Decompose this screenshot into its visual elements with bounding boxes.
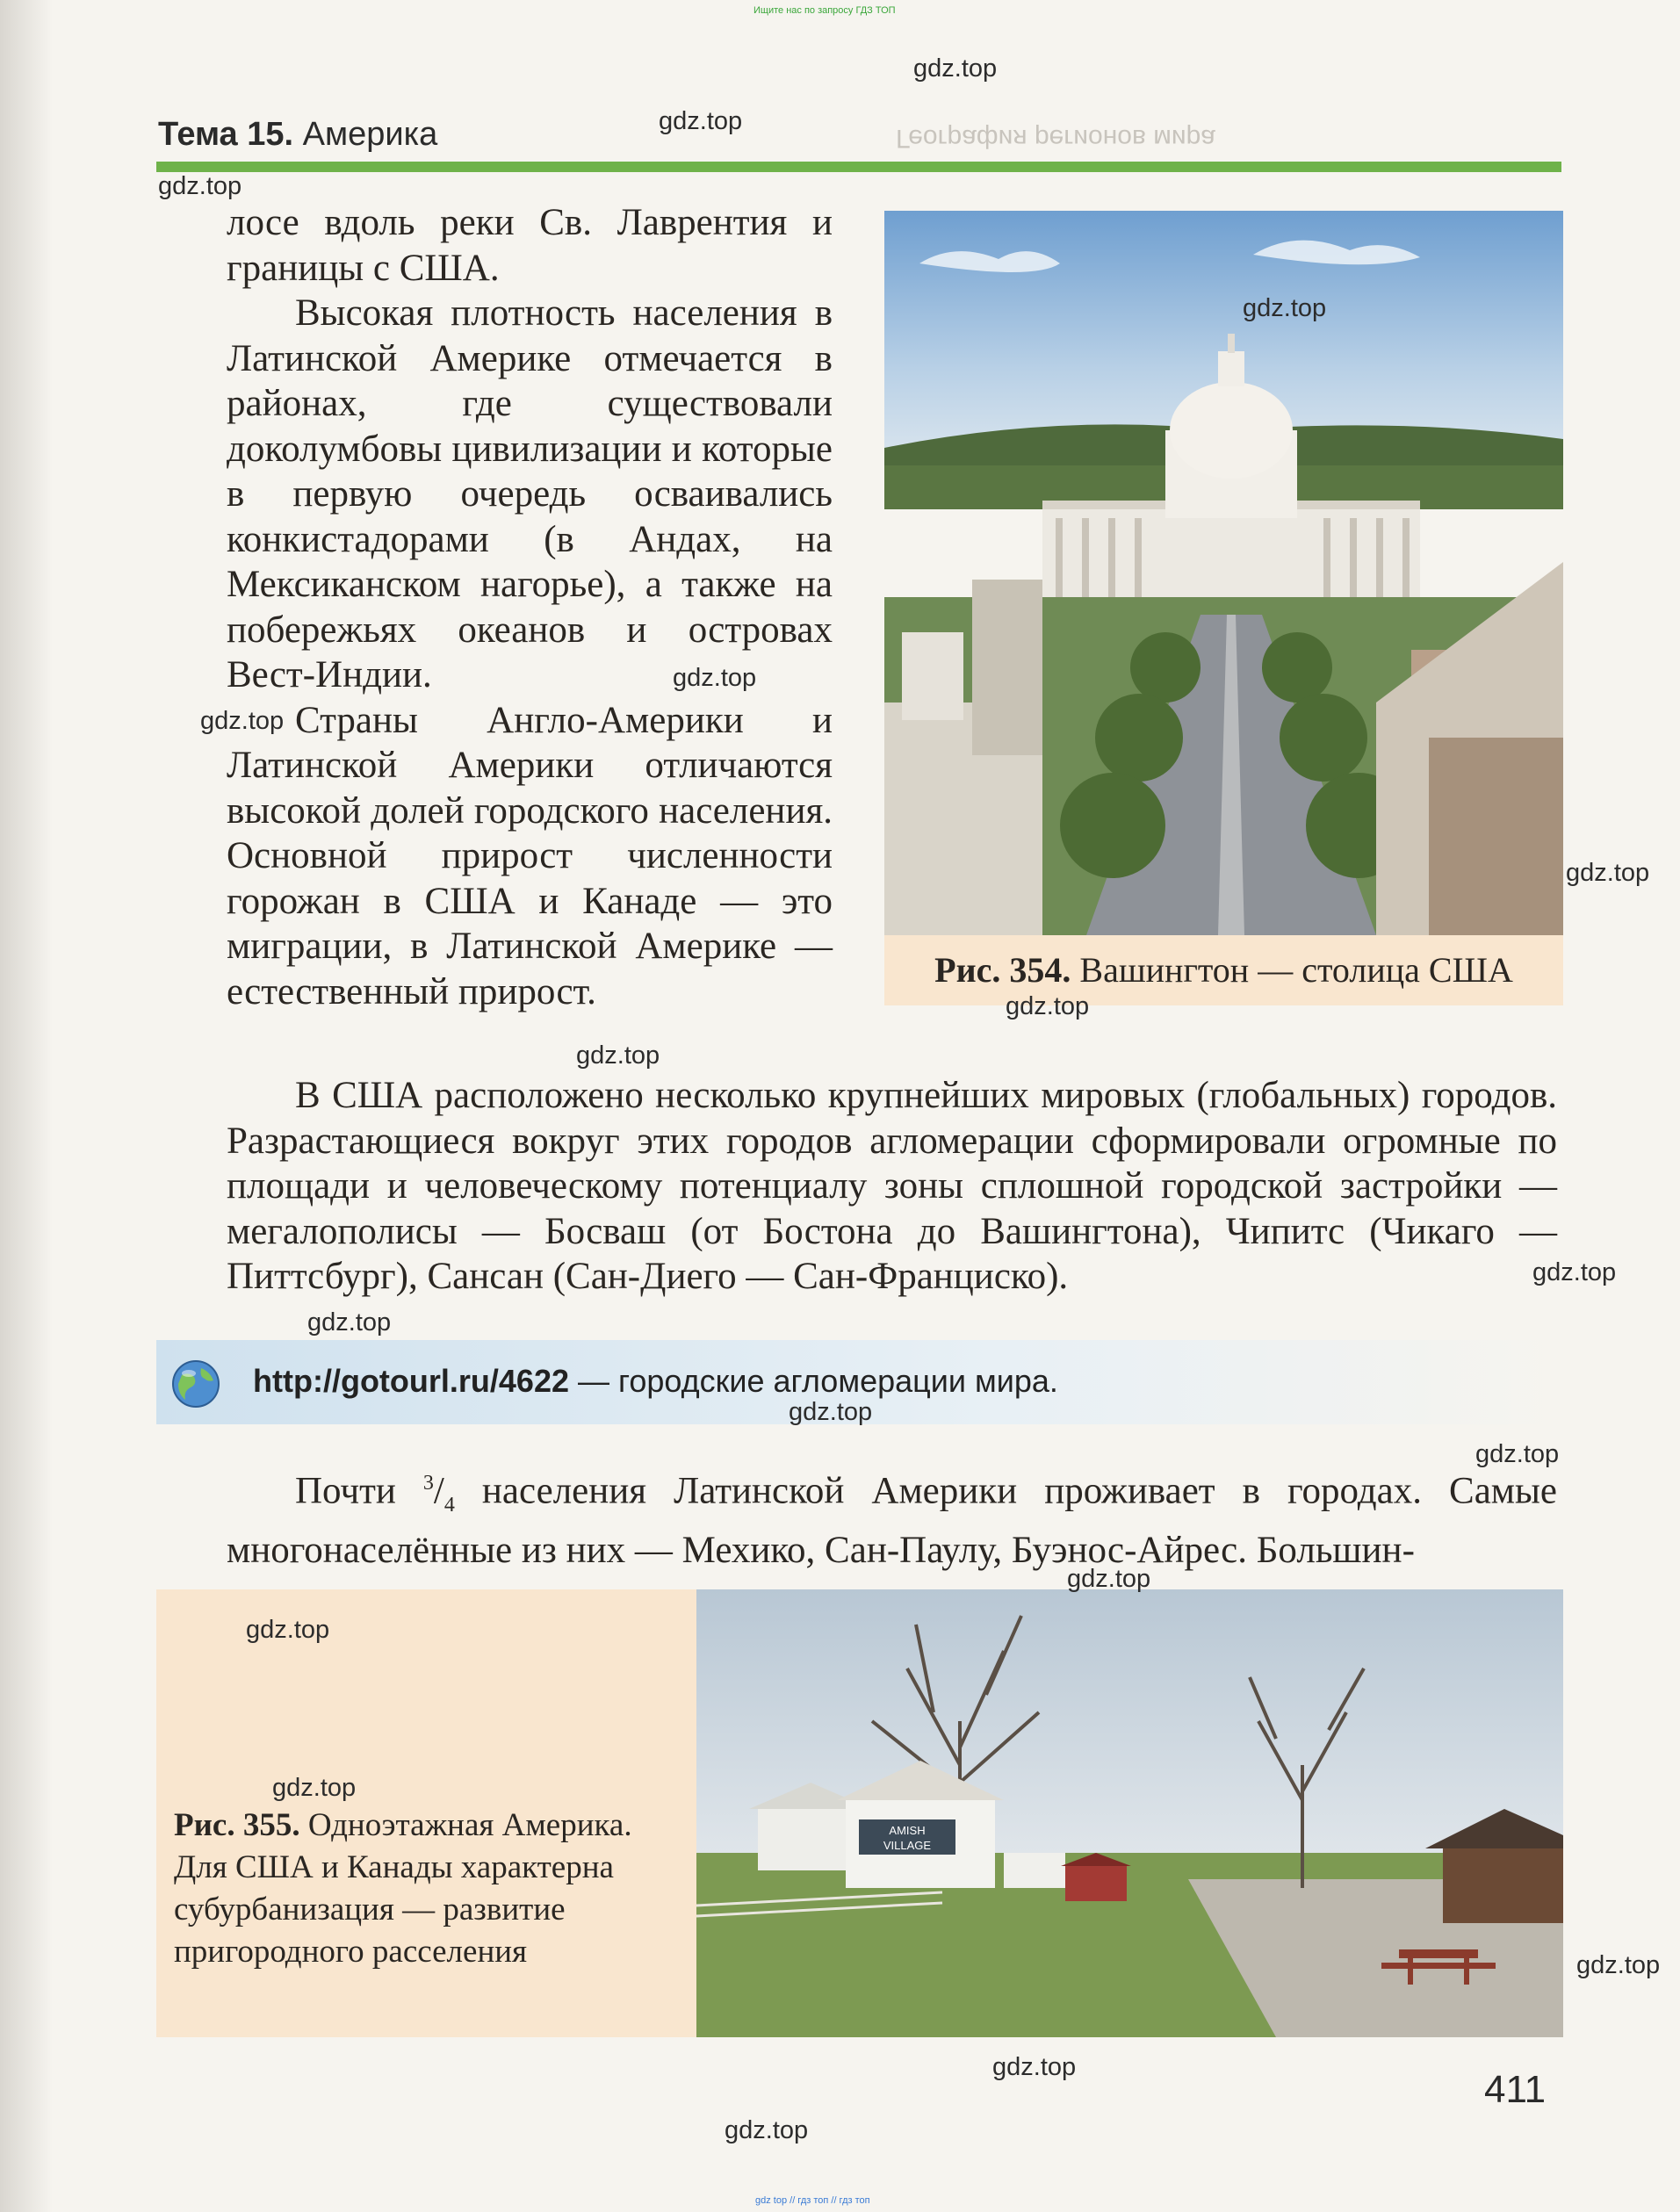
web-link-description: — городские агломерации мира. bbox=[578, 1363, 1058, 1399]
topic-number: Тема 15. bbox=[158, 116, 294, 153]
watermark: gdz.top bbox=[725, 2116, 809, 2144]
fraction-denominator: 4 bbox=[443, 1493, 455, 1517]
figure-354-image bbox=[884, 211, 1563, 935]
watermark: gdz.top bbox=[1006, 992, 1090, 1020]
column-paragraph: лосе вдоль реки Св. Лаврентия и границы с США. bbox=[227, 202, 833, 289]
watermark: gdz.top bbox=[659, 107, 743, 135]
watermark: gdz.top bbox=[789, 1398, 873, 1426]
watermark: gdz.top bbox=[272, 1774, 357, 1802]
topic-name: Америка bbox=[302, 116, 438, 153]
figure-355-image bbox=[696, 1589, 1563, 2037]
watermark: gdz.top bbox=[307, 1308, 392, 1337]
watermark: gdz.top bbox=[1532, 1258, 1617, 1286]
sign-text-1: AMISH bbox=[889, 1824, 926, 1837]
full-width-text bbox=[227, 1073, 1557, 1300]
sign-text-2: VILLAGE bbox=[883, 1839, 932, 1852]
figure-355-caption-text: Одноэтажная Америка. Для США и Канады характерна субурбанизация — развитие пригородного расселения bbox=[174, 1807, 632, 1970]
column-paragraph: Высокая плотность населения в Латинской Америке отмечается в районах, где существовали доколумбовы цивилизации и которые в первую очередь осваивались конкистадорами (в Андах, на Мексиканском нагорье), а также на побережьях океанов и островах Вест-Индии. bbox=[227, 292, 833, 695]
bleed-through-header: География регионов мира bbox=[896, 124, 1215, 153]
web-link-url[interactable]: http://gotourl.ru/4622 bbox=[253, 1363, 569, 1399]
top-banner[interactable]: Ищите нас по запросу ГДЗ ТОП bbox=[753, 5, 896, 16]
watermark: gdz.top bbox=[158, 172, 242, 200]
watermark: gdz.top bbox=[1566, 859, 1650, 887]
watermark: gdz.top bbox=[1576, 1951, 1661, 1979]
watermark: gdz.top bbox=[1475, 1440, 1560, 1468]
header-rule bbox=[156, 162, 1561, 172]
para2-before: Почти bbox=[295, 1470, 396, 1512]
page-number: 411 bbox=[1484, 2068, 1547, 2111]
column-paragraph: Страны Англо-Америки и Латинской Америки отличаются высокой долей городского населения. Основной прирост численности горожан в США и Канаде — это миграции, в Латинской Америке — естественный прирост. bbox=[227, 699, 833, 1012]
fraction-numerator: 3 bbox=[422, 1472, 434, 1495]
megalopolis-paragraph: В США расположено несколько крупнейших мировых (глобальных) городов. Разрастающиеся вокруг этих городов агломерации сформировали огромные по площади и человеческому потенциалу зоны сплошной городской застройки — мегалополисы — Босваш (от Бостона до Вашингтона), Чипитс (Чикаго — Питтсбург), Сансан (Сан-Диего — Сан-Франциско). bbox=[227, 1075, 1557, 1297]
topic-header bbox=[158, 116, 437, 154]
latin-america-paragraph: Почти $^3/_4$ населения Латинской Америки проживает в городах. Самые многонаселённые из них — Мехико, Сан-Паулу, Буэнос-Айрес. Большин- bbox=[227, 1470, 1557, 1572]
page-gutter-shadow bbox=[0, 0, 53, 2212]
watermark: gdz.top bbox=[673, 664, 757, 692]
column-text bbox=[227, 200, 833, 1014]
watermark: gdz.top bbox=[200, 707, 285, 735]
watermark: gdz.top bbox=[1067, 1565, 1151, 1593]
para2-after: населения Латинской Америки проживает в городах. Самые многонаселённые из них — Мехико, Сан-Паулу, Буэнос-Айрес. Большин- bbox=[227, 1470, 1557, 1572]
figure-355-label: Рис. 355. bbox=[174, 1807, 300, 1843]
figure-355-caption bbox=[174, 1805, 666, 1973]
watermark: gdz.top bbox=[913, 54, 998, 83]
bottom-banner[interactable]: gdz top // гдз топ // гдз топ bbox=[755, 2195, 870, 2206]
figure-354-caption-text: Вашингтон — столица США bbox=[1079, 950, 1513, 990]
watermark: gdz.top bbox=[992, 2053, 1077, 2081]
paragraph-2 bbox=[227, 1461, 1557, 1574]
watermark: gdz.top bbox=[576, 1041, 660, 1070]
figure-354-caption bbox=[884, 935, 1563, 1005]
globe-icon bbox=[171, 1359, 220, 1409]
watermark: gdz.top bbox=[1243, 294, 1327, 322]
web-link bbox=[253, 1363, 1058, 1400]
watermark: gdz.top bbox=[246, 1616, 330, 1644]
figure-354-label: Рис. 354. bbox=[934, 950, 1071, 990]
